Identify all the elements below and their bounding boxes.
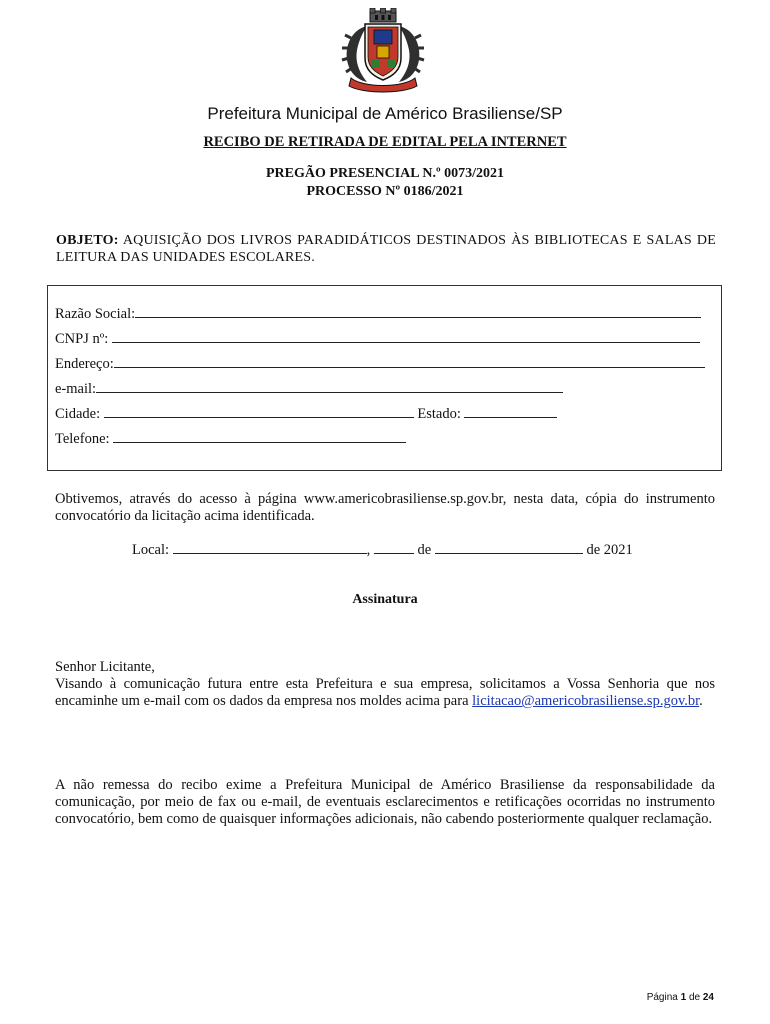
email-field: [55, 380, 563, 398]
nao-remessa-paragraph: A não remessa do recibo exime a Prefeitura Municipal de Américo Brasiliense da responsabilidade da comunicação, por meio de fax ou e-mail, de eventuais esclarecimentos e retificações ocorridas no instrumento convocatório, bem como de quaisquer informações adicionais, não cabendo posteriormente qualquer reclamação.: [55, 777, 715, 827]
obtivemos-paragraph: Obtivemos, através do acesso à página www.americobrasiliense.sp.gov.br, nesta data, cópia do instrumento convocatório da licitação acima identificada.: [55, 491, 715, 524]
razao-social-label: Razão Social:: [55, 306, 136, 322]
estado-blank[interactable]: [464, 405, 557, 418]
cidade-blank[interactable]: [104, 405, 414, 418]
cnpj-blank[interactable]: [112, 330, 700, 343]
cidade-label: Cidade:: [55, 406, 101, 422]
telefone-label: Telefone:: [55, 431, 110, 447]
coat-of-arms-icon: [337, 8, 429, 96]
email-label: e-mail:: [55, 381, 97, 397]
de-label: de: [417, 542, 432, 558]
local-label: Local:: [132, 542, 170, 558]
local-blank[interactable]: [173, 541, 367, 554]
email-blank[interactable]: [96, 380, 563, 393]
municipality-title: Prefeitura Municipal de Américo Brasiliense/SP: [207, 104, 563, 123]
visando-text: Visando à comunicação futura entre esta Prefeitura e sua empresa, solicitamos a Vossa Senhoria que nos encaminhe um e-mail com os dados da empresa nos moldes acima para: [55, 676, 715, 709]
assinatura-label: Assinatura: [352, 592, 418, 607]
visando-paragraph: Visando à comunicação futura entre esta Prefeitura e sua empresa, solicitamos a Vossa Senhoria que nos encaminhe um e-mail com os dados da empresa nos moldes acima para licitacao@americobrasiliense.sp.gov.br.: [55, 676, 715, 709]
month-blank[interactable]: [435, 541, 583, 554]
pregao-number: PREGÃO PRESENCIAL N.º 0073/2021: [266, 166, 504, 181]
endereco-blank[interactable]: [114, 355, 705, 368]
year-label: de 2021: [586, 542, 633, 558]
cidade-estado-field: [55, 405, 557, 423]
senhor-licitante: Senhor Licitante,: [55, 659, 155, 675]
razao-social-field: [55, 305, 701, 323]
endereco-field: [55, 355, 705, 373]
cnpj-label: CNPJ nº:: [55, 331, 109, 347]
objeto-text: AQUISIÇÃO DOS LIVROS PARADIDÁTICOS DESTINADOS ÀS BIBLIOTECAS E SALAS DE LEITURA DAS UNIDADES ESCOLARES.: [56, 233, 716, 265]
document-title: RECIBO DE RETIRADA DE EDITAL PELA INTERNET: [203, 134, 567, 150]
estado-label: Estado:: [417, 406, 461, 422]
endereco-label: Endereço:: [55, 356, 114, 372]
email-link[interactable]: licitacao@americobrasiliense.sp.gov.br: [472, 693, 700, 709]
page-number: Página 1 de 24: [646, 992, 714, 1003]
razao-social-blank[interactable]: [135, 305, 701, 318]
day-blank[interactable]: [374, 541, 414, 554]
objeto-label: OBJETO:: [56, 233, 119, 248]
objeto-paragraph: [56, 232, 716, 266]
cnpj-field: [55, 330, 700, 348]
processo-number: PROCESSO Nº 0186/2021: [306, 184, 464, 199]
telefone-field: [55, 430, 406, 448]
local-date-line: Local: , de de 2021: [132, 542, 633, 558]
telefone-blank[interactable]: [113, 430, 406, 443]
